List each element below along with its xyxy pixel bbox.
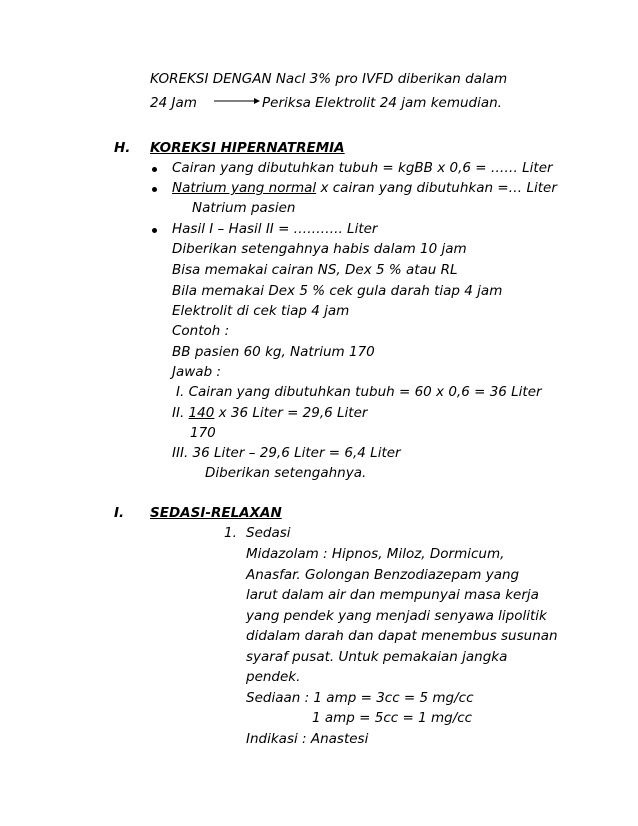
info-line: Diberikan setengahnya habis dalam 10 jam [172,241,467,257]
body-line: syaraf pusat. Untuk pemakaian jangka [246,649,508,665]
answer-3: III. 36 Liter – 29,6 Liter = 6,4 Liter [172,445,401,461]
bullet-2-numerator: Natrium yang normal [172,180,317,196]
answer-2-numerator: 140 [188,405,215,421]
answer-2-denominator: 170 [190,425,216,441]
bullet-2 [172,179,557,197]
bullet-dot [152,187,157,192]
section-i-letter: I. [114,505,125,521]
body-line: larut dalam air dan mempunyai masa kerja [246,587,539,603]
intro-line-1: KOREKSI DENGAN Nacl 3% pro IVFD diberikan dalam [150,71,508,87]
section-h-title: KOREKSI HIPERNATREMIA [150,140,345,156]
answer-1: I. Cairan yang dibutuhkan tubuh = 60 x 0,6 = 36 Liter [176,384,542,400]
info-line: Jawab : [172,364,221,380]
body-line: yang pendek yang menjadi senyawa lipolitik [246,608,547,624]
bullet-1: Cairan yang dibutuhkan tubuh = kgBB x 0,6 = …… Liter [172,160,553,176]
section-i-title: SEDASI-RELAXAN [150,505,282,521]
bullet-dot [152,228,157,233]
sediaan-2: 1 amp = 5cc = 1 mg/cc [312,710,473,726]
body-line: Midazolam : Hipnos, Miloz, Dormicum, [246,546,505,562]
answer-2-rest: x 36 Liter = 29,6 Liter [214,405,368,421]
bullet-3: Hasil I – Hasil II = ……….. Liter [172,221,378,237]
body-line: pendek. [246,669,301,685]
info-line: Contoh : [172,323,230,339]
section-h-letter: H. [114,140,131,156]
info-line: BB pasien 60 kg, Natrium 170 [172,344,375,360]
indikasi: Indikasi : Anastesi [246,731,369,747]
answer-2-prefix: II. [172,405,189,421]
bullet-2-denominator: Natrium pasien [192,200,296,216]
body-line: didalam darah dan dapat menembus susunan [246,628,558,644]
info-line: Elektrolit di cek tiap 4 jam [172,303,350,319]
intro-line-2-left: 24 Jam [150,95,197,111]
item-number: 1. [224,525,237,541]
item-title: Sedasi [246,525,291,541]
sediaan-1: Sediaan : 1 amp = 3cc = 5 mg/cc [246,690,474,706]
info-line: Bisa memakai cairan NS, Dex 5 % atau RL [172,262,458,278]
answer-2 [172,404,367,422]
answer-3-note: Diberikan setengahnya. [205,465,367,481]
bullet-2-rest: x cairan yang dibutuhkan =… Liter [316,180,557,196]
info-line: Bila memakai Dex 5 % cek gula darah tiap 4 jam [172,283,503,299]
bullet-dot [152,167,157,172]
intro-line-2-right: Periksa Elektrolit 24 jam kemudian. [262,95,502,111]
body-line: Anasfar. Golongan Benzodiazepam yang [246,567,520,583]
arrow-icon [214,95,260,107]
